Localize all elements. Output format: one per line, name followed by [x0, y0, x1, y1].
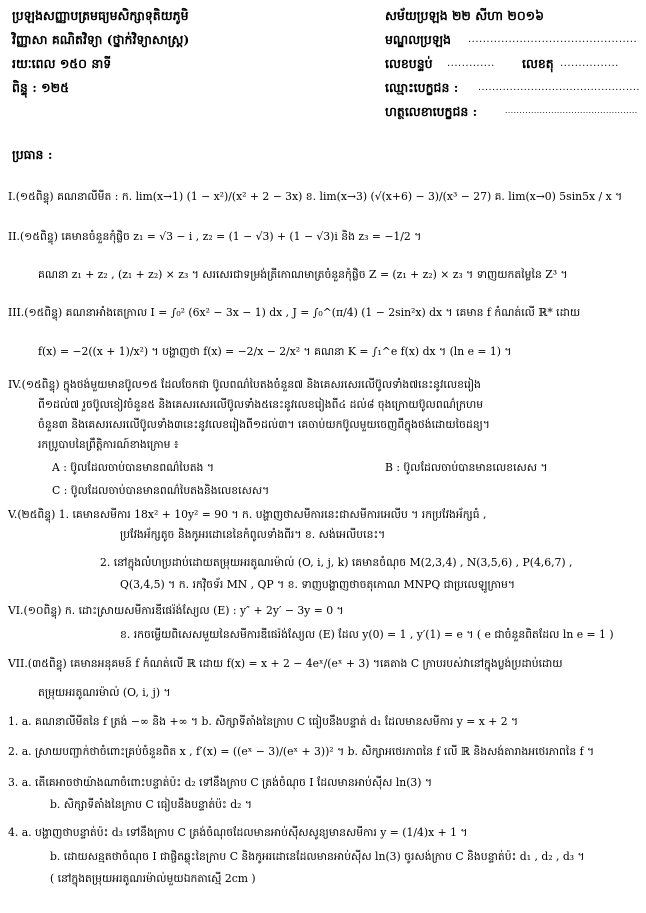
event-a: A : ប៊ូលដែលចាប់បានមានពណ៌បៃតង ។: [52, 461, 214, 474]
candidate-name-field[interactable]: ..............................................: [478, 82, 640, 93]
problem-5-part-1: V.(២៥ពិន្ទុ) 1. គេមានសមីការ 18x² + 10y² = 90 ។ ក. បង្ហាញថាសមីការនេះជាសមីការអេលីប ។ រកប្រវែងអ័ក្សធំ ,: [8, 508, 487, 521]
candidate-name-label: ឈ្មោះបេក្ខជន :: [385, 80, 459, 95]
problem-7-q3b: b. សិក្សាទីតាំងនៃក្រាប C ធៀបនឹងបន្ទាត់ប៉ះ d₂ ។: [50, 798, 252, 811]
duration: រយៈពេល ១៥០ នាទី: [12, 56, 112, 71]
subject-label: ប្រធាន :: [12, 147, 53, 162]
problem-7-q1: 1. a. គណនាលីមីតនៃ f ត្រង់ −∞ និង +∞ ។ b. សិក្សាទីតាំងនៃក្រាប C ធៀបនឹងបន្ទាត់ d₁ ដែលមានសមីការ y = x + 2 ។: [8, 715, 519, 728]
candidate-signature-label: ហត្ថលេខាបេក្ខជន :: [385, 104, 478, 119]
event-c: C : ប៊ូលដែលចាប់បានមានពណ៌បៃតងនិងលេខសេស។: [52, 484, 270, 497]
problem-2: II.(១៥ពិន្ទុ) គេមានចំនួនកុំផ្លិច z₁ = √3 − i , z₂ = (1 − √3) + (1 − √3)i និង z₃ = −1/2 ។: [8, 230, 422, 243]
exam-session: សម័យប្រឡង ២២ សីហា ២០១៦: [385, 8, 544, 23]
problem-2-task: គណនា z₁ + z₂ , (z₁ + z₂) × z₃ ។ សរសេរជាទម្រង់ត្រីកោណមាត្រចំនួនកុំផ្លិច Z = (z₁ + z₂) × z₃ ។ ទាញយកតម្លៃនៃ Z³ ។: [38, 268, 568, 281]
problem-4-line-1: IV.(១៥ពិន្ទុ) ក្នុងថង់មួយមានប៊ូល១៥ ដែលចែកជា ប៊ូលពណ៌បៃតងចំនួន៧ និងគេសរសេរលើប៊ូលទាំង៧នេះនូវលេខរៀង: [8, 378, 481, 391]
candidate-signature-field[interactable]: ..............................................: [505, 106, 638, 115]
problem-7-q4b: b. ដោយសន្មតថាចំណុច I ជាផ្ចិតឆ្លុះនៃក្រាប C និងកូអរដោនេដែលមានអាប់ស៊ីស ln(3) ចូរសង់ក្រាប C និងបន្ទាត់ប៉ះ d₁ , d₂ , d₃ ។: [50, 850, 585, 863]
exam-center-field[interactable]: ..............................................: [468, 34, 638, 45]
problem-7-q3a: 3. a. តើគេអាចថាយ៉ាងណាចំពោះបន្ទាត់ប៉ះ d₂ ទៅនឹងក្រាប C ត្រង់ចំណុច I ដែលមានអាប់ស៊ីស ln(3) ។: [8, 776, 433, 789]
seat-number-field[interactable]: ................: [560, 58, 619, 69]
problem-7-frame: តម្រុយអរតូណរម៉ាល់ (O, i, j) ។: [38, 686, 171, 699]
seat-number-label: លេខតុ: [522, 56, 554, 71]
problem-7-q2: 2. a. ស្រាយបញ្ជាក់ថាចំពោះគ្រប់ចំនួនពិត x , f′(x) = ((eˣ − 3)/(eˣ + 3))² ។ b. សិក្សាអថេរភាពនៃ f លើ ℝ និងសង់តារាងអថេរភាពនៃ f ។: [8, 745, 595, 758]
exam-title: ប្រឡងសញ្ញាបត្រមធ្យមសិក្សាទុតិយភូមិ: [12, 8, 189, 23]
problem-5-part-2-cont: Q(3,4,5) ។ ក. រកវ៉ិចទ័រ MN , QP ។ ខ. ទាញបង្ហាញថាចតុកោណ MNPQ ជាប្រលេឡូក្រាម។: [120, 578, 515, 591]
problem-4-line-3: ចំនួន៣ និងគេសរសេរលើប៊ូលទាំង៣នេះនូវលេខរៀងពី១ដល់៣។ គេចាប់យកប៊ូលមួយចេញពីក្នុងថង់ដោយចៃដន្យ។: [38, 418, 490, 431]
event-b: B : ប៊ូលដែលចាប់បានមានលេខសេស ។: [385, 461, 548, 474]
problem-5-part-2: 2. នៅក្នុងលំហប្រដាប់ដោយតម្រុយអរតូណរម៉ាល់ (O, i, j, k) គេមានចំណុច M(2,3,4) , N(3,5,6) , P(4,6,7) ,: [100, 556, 573, 569]
problem-4-line-4: រកប្រូបាបនៃព្រឹត្តិការណ៍ខាងក្រោម ៖: [38, 438, 179, 451]
problem-4-line-2: ពី១ដល់៧ រួចប៊ូលខៀវចំនួន៥ និងគេសរសេរលើប៊ូលទាំង៥នេះនូវលេខរៀងពី៤ ដល់៨ ចុងក្រោយប៊ូលពណ៌ក្រហម: [38, 398, 484, 411]
problem-7: VII.(៣៥ពិន្ទុ) គេមានអនុគមន៍ f កំណត់លើ ℝ ដោយ f(x) = x + 2 − 4eˣ/(eˣ + 3) ។គេតាង C ក្រាបរបស់វានៅក្នុងប្លង់ប្រដាប់ដោយ: [8, 657, 563, 670]
problem-3-function: f(x) = −2((x + 1)/x²) ។ បង្ហាញថា f(x) = −2/x − 2/x² ។ គណនា K = ∫₁^e f(x) dx ។ (ln e = 1) ។: [38, 345, 512, 358]
room-number-field[interactable]: .............: [447, 58, 495, 69]
problem-3: III.(១៥ពិន្ទុ) គណនាអាំងតេក្រាល I = ∫₀² (6x² − 3x − 1) dx , J = ∫₀^(π/4) (1 − 2sin²x) dx ។ គេមាន f កំណត់លើ ℝ* ដោយ: [8, 306, 581, 319]
problem-7-q4-note: ( នៅក្នុងតម្រុយអរតូណរម៉ាល់មួយឯកតាស្មើ 2cm ): [50, 872, 256, 885]
problem-5-part-1-cont: ប្រវែងអ័ក្សតូច និងកូអរដោនេនៃកំពូលទាំងពីរ។ ខ. សង់អេលីបនេះ។: [120, 528, 386, 541]
problem-1: I.(១៥ពិន្ទុ) គណនាលីមីត : ក. lim(x→1) (1 − x²)/(x² + 2 − 3x) ខ. lim(x→3) (√(x+6) − 3)/(x³ − 27) គ. lim(x→0) 5sin5x / x ។: [8, 190, 623, 203]
subject-title: វិញ្ញាសា គណិតវិទ្យា (ថ្នាក់វិទ្យាសាស្ត្រ): [12, 32, 190, 47]
problem-6-a: VI.(១០ពិន្ទុ) ក. ដោះស្រាយសមីការឌីផេរ៉ង់ស្យែល (E) : y″ + 2y′ − 3y = 0 ។: [8, 604, 344, 617]
total-score: ពិន្ទុ : ១២៥: [12, 80, 69, 95]
problem-6-b: ខ. រកចម្លើយពិសេសមួយនៃសមីការឌីផេរ៉ង់ស្យែល (E) ដែល y(0) = 1 , y′(1) = e ។ ( e ជាចំនួនពិតដែល ln e = 1 ): [120, 628, 614, 641]
exam-center-label: មណ្ឌលប្រឡង: [385, 32, 451, 47]
problem-7-q4a: 4. a. បង្ហាញថាបន្ទាត់ប៉ះ d₃ ទៅនឹងក្រាប C ត្រង់ចំណុចដែលមានអាប់ស៊ីសសូន្យមានសមីការ y = (1/4)x + 1 ។: [8, 826, 468, 839]
room-number-label: លេខបន្ទប់: [385, 56, 433, 71]
